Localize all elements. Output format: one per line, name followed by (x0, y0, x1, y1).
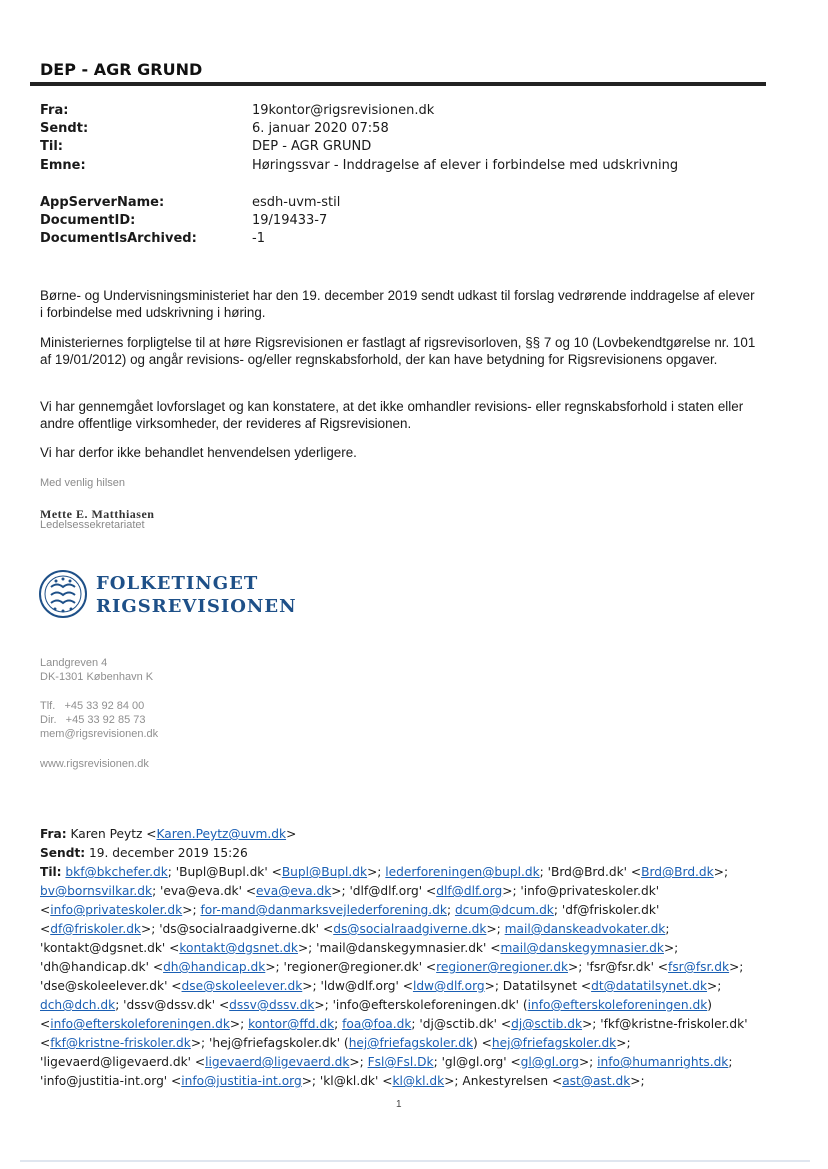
forwarded-from-label: Fra: (40, 827, 67, 841)
recipient-text: >; (729, 960, 744, 974)
recipient-text: ; (446, 903, 455, 917)
meta-appserver-label: AppServerName: (40, 195, 165, 210)
recipient-text: >; (713, 865, 729, 879)
recipient-line (40, 1072, 780, 1091)
recipient-email-link[interactable]: dcum@dcum.dk (454, 903, 554, 917)
forwarded-from-email-link[interactable]: Karen.Peytz@uvm.dk (156, 827, 287, 841)
recipient-email-link[interactable]: kontor@ffd.dk (248, 1017, 335, 1031)
recipient-email-link[interactable]: info@humanrights.dk (597, 1055, 729, 1069)
recipient-text: >; (616, 1036, 631, 1050)
recipient-email-link[interactable]: dssv@dssv.dk (229, 998, 315, 1012)
meta-sent-value: 6. januar 2020 07:58 (252, 121, 389, 136)
recipient-text: >; 'regioner@regioner.dk' < (265, 960, 437, 974)
recipient-email-link[interactable]: info@privateskoler.dk (50, 903, 183, 917)
recipient-line (40, 920, 780, 939)
recipient-email-link[interactable]: foa@foa.dk (342, 1017, 412, 1031)
recipient-text: >; 'hej@friefagskoler.dk' ( (190, 1036, 349, 1050)
body-paragraph-2: Ministeriernes forpligtelse til at høre Rigsrevisionen er fastlagt af rigsrevisorloven, §§ 7 og 10 (Lovbekendtgørelse nr. 101 af 19/01/2012) og angår revisions- og/eller regnskabsforhold, der kan have betydning for Rigsrevisionens opgaver. (40, 335, 756, 367)
recipient-email-link[interactable]: mail@danskeadvokater.dk (504, 922, 666, 936)
address-web: www.rigsrevisionen.dk (40, 758, 149, 770)
meta-archived-label: DocumentIsArchived: (40, 231, 197, 246)
header-divider (30, 82, 766, 86)
recipient-text: 'info@justitia-int.org' < (40, 1074, 182, 1088)
recipient-text: >; (349, 1055, 368, 1069)
address-direct: Dir. +45 33 92 85 73 (40, 714, 146, 726)
meta-from-value: 19kontor@rigsrevisionen.dk (252, 103, 435, 118)
recipient-text: >; 'ldw@dlf.org' < (302, 979, 413, 993)
recipient-email-link[interactable]: info@justitia-int.org (181, 1074, 302, 1088)
recipient-text: < (40, 903, 51, 917)
recipient-email-link[interactable]: mail@danskegymnasier.dk (500, 941, 664, 955)
recipient-text: >; 'mail@danskegymnasier.dk' < (297, 941, 501, 955)
recipient-email-link[interactable]: ast@ast.dk (562, 1074, 631, 1088)
recipient-text: ; 'dssv@dssv.dk' < (115, 998, 230, 1012)
body-paragraph-1: Børne- og Undervisningsministeriet har den 19. december 2019 sendt udkast til forslag vedrørende inddragelse af elever i forbindelse med udskrivning i høring. (40, 288, 755, 320)
recipient-text: >; 'kl@kl.dk' < (301, 1074, 393, 1088)
meta-subject-label: Emne: (40, 158, 86, 173)
recipient-text: >; 'fkf@kristne-friskoler.dk' (582, 1017, 748, 1031)
recipient-text: >; Datatilsynet < (484, 979, 592, 993)
recipient-email-link[interactable]: Fsl@Fsl.Dk (367, 1055, 434, 1069)
recipient-text: ; 'df@friskoler.dk' (553, 903, 660, 917)
recipient-email-link[interactable]: dch@dch.dk (40, 998, 116, 1012)
page-bottom-edge (20, 1160, 810, 1162)
recipient-email-link[interactable]: ds@socialraadgiverne.dk (333, 922, 487, 936)
recipient-text: >; (578, 1055, 598, 1069)
recipient-email-link[interactable]: kontakt@dgsnet.dk (179, 941, 298, 955)
recipient-email-link[interactable]: dj@sctib.dk (511, 1017, 583, 1031)
recipient-text: ) < (473, 1036, 492, 1050)
recipient-text: 'kontakt@dgsnet.dk' < (40, 941, 180, 955)
recipient-text: 'dse@skoleelever.dk' < (40, 979, 182, 993)
meta-archived-value: -1 (252, 231, 265, 246)
forwarded-sent-label: Sendt: (40, 846, 86, 860)
logo-line-1: FOLKETINGET (96, 573, 259, 594)
recipient-email-link[interactable]: info@efterskoleforeningen.dk (50, 1017, 230, 1031)
recipient-email-link[interactable]: ldw@dlf.org (412, 979, 485, 993)
meta-documentid-value: 19/19433-7 (252, 213, 328, 228)
body-paragraph-4: Vi har derfor ikke behandlet henvendelsen yderligere. (40, 445, 357, 460)
forwarded-to-label: Til: (40, 865, 62, 879)
mailbox-title: DEP - AGR GRUND (40, 60, 203, 79)
recipient-line (40, 863, 780, 882)
forwarded-sent-line (40, 844, 780, 863)
recipient-email-link[interactable]: Brd@Brd.dk (641, 865, 714, 879)
recipient-email-link[interactable]: hej@friefagskoler.dk (348, 1036, 474, 1050)
recipient-text: ; 'eva@eva.dk' < (152, 884, 257, 898)
recipient-email-link[interactable]: regioner@regioner.dk (436, 960, 568, 974)
recipient-email-link[interactable]: dt@datatilsynet.dk (591, 979, 708, 993)
recipient-text: < (40, 1036, 51, 1050)
meta-to-label: Til: (40, 139, 63, 154)
recipient-line (40, 977, 780, 996)
recipient-email-link[interactable]: fkf@kristne-friskoler.dk (50, 1036, 191, 1050)
recipient-line (40, 996, 780, 1015)
recipient-text: ; 'Brd@Brd.dk' < (539, 865, 642, 879)
recipient-email-link[interactable]: dlf@dlf.org (436, 884, 503, 898)
recipient-text: >; 'info@efterskoleforeningen.dk' ( (314, 998, 528, 1012)
meta-appserver-value: esdh-uvm-stil (252, 195, 341, 210)
recipient-text: 'dh@handicap.dk' < (40, 960, 164, 974)
recipient-text: < (40, 922, 51, 936)
address-street: Landgreven 4 (40, 657, 108, 669)
recipient-email-link[interactable]: dse@skoleelever.dk (181, 979, 303, 993)
forwarded-recipients (40, 863, 780, 1091)
recipient-text: >; 'ds@socialraadgiverne.dk' < (141, 922, 334, 936)
recipient-text: ; 'gl@gl.org' < (433, 1055, 521, 1069)
meta-documentid-label: DocumentID: (40, 213, 136, 228)
meta-to-value: DEP - AGR GRUND (252, 139, 372, 154)
recipient-text: >; (707, 979, 722, 993)
recipient-text: >; (663, 941, 679, 955)
rigsrevisionen-logo (38, 565, 298, 625)
meta-from-label: Fra: (40, 103, 69, 118)
recipient-text: >; (486, 922, 505, 936)
recipient-text: ; 'Bupl@Bupl.dk' < (167, 865, 282, 879)
recipient-email-link[interactable]: dh@handicap.dk (163, 960, 266, 974)
address-phone: Tlf. +45 33 92 84 00 (40, 700, 145, 712)
recipient-email-link[interactable]: fsr@fsr.dk (668, 960, 730, 974)
recipient-email-link[interactable]: df@friskoler.dk (50, 922, 141, 936)
recipient-line (40, 1053, 780, 1072)
recipient-text: < (40, 1017, 51, 1031)
recipient-email-link[interactable]: lederforeningen@bupl.dk (385, 865, 540, 879)
page-number: 1 (396, 1099, 402, 1110)
recipient-text: >; (182, 903, 201, 917)
recipient-text: ; (665, 922, 670, 936)
signature-department: Ledelsessekretariatet (40, 519, 145, 531)
recipient-text: >; (229, 1017, 249, 1031)
signature-greeting: Med venlig hilsen (40, 477, 125, 489)
recipient-text: >; 'info@privateskoler.dk' (502, 884, 660, 898)
recipient-text: >; (367, 865, 386, 879)
recipient-email-link[interactable]: hej@friefagskoler.dk (491, 1036, 617, 1050)
recipient-line (40, 1015, 780, 1034)
recipient-text: >; 'dlf@dlf.org' < (331, 884, 437, 898)
recipient-email-link[interactable]: for-mand@danmarksvejlederforening.dk (200, 903, 447, 917)
forwarded-sent-value: 19. december 2019 15:26 (89, 846, 248, 860)
forwarded-from-close: > (286, 827, 297, 841)
recipient-text: >; (630, 1074, 645, 1088)
recipient-email-link[interactable]: bv@bornsvilkar.dk (40, 884, 153, 898)
recipient-line (40, 939, 780, 958)
recipient-text: >; Ankestyrelsen < (444, 1074, 563, 1088)
recipient-text: ) (707, 998, 713, 1012)
recipient-text: ; (334, 1017, 343, 1031)
recipient-line (40, 958, 780, 977)
recipient-line (40, 901, 780, 920)
recipient-email-link[interactable]: Bupl@Bupl.dk (281, 865, 368, 879)
address-city: DK-1301 København K (40, 671, 154, 683)
meta-sent-label: Sendt: (40, 121, 89, 136)
logo-line-2: RIGSREVISIONEN (96, 596, 297, 617)
meta-subject-value: Høringssvar - Inddragelse af elever i forbindelse med udskrivning (252, 158, 679, 173)
signature-name: Mette E. Matthiasen (40, 507, 155, 521)
forwarded-from-name: Karen Peytz < (70, 827, 157, 841)
recipient-text: ; (728, 1055, 733, 1069)
recipient-email-link[interactable]: ligevaerd@ligevaerd.dk (205, 1055, 350, 1069)
body-paragraph-3: Vi har gennemgået lovforslaget og kan konstatere, at det ikke omhandler revisions- eller regnskabsforhold i staten eller andre offentlige virksomheder, der revideres af Rigsrevisionen. (40, 399, 744, 431)
recipient-email-link[interactable]: info@efterskoleforeningen.dk (527, 998, 708, 1012)
recipient-email-link[interactable]: eva@eva.dk (256, 884, 332, 898)
address-email: mem@rigsrevisionen.dk (40, 728, 159, 740)
recipient-line (40, 882, 780, 901)
recipient-text: >; 'fsr@fsr.dk' < (568, 960, 669, 974)
recipient-line (40, 1034, 780, 1053)
recipient-text: ; 'dj@sctib.dk' < (411, 1017, 512, 1031)
recipient-email-link[interactable]: kl@kl.dk (392, 1074, 445, 1088)
forwarded-from-line (40, 825, 780, 844)
recipient-text: 'ligevaerd@ligevaerd.dk' < (40, 1055, 206, 1069)
coat-of-arms-icon (38, 569, 88, 619)
recipient-email-link[interactable]: bkf@bkchefer.dk (65, 865, 168, 879)
recipient-email-link[interactable]: gl@gl.org (520, 1055, 579, 1069)
